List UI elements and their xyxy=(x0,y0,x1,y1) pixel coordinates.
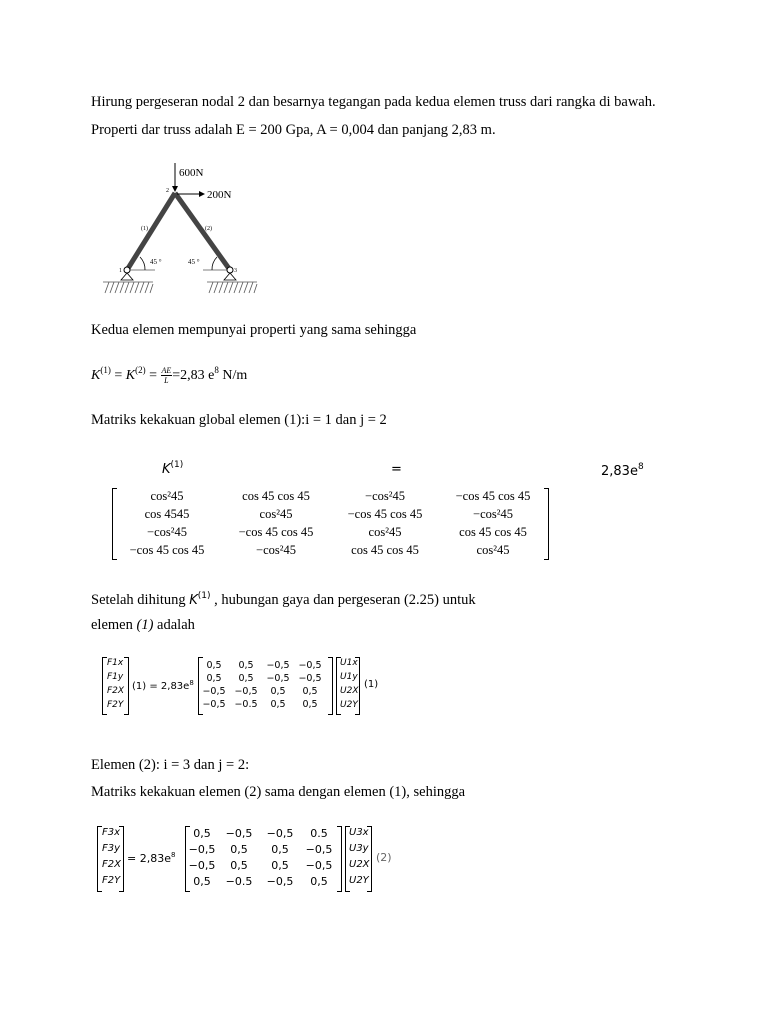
global-matrix-cell: cos²45 xyxy=(150,489,184,503)
eq2-cell: −0,5 xyxy=(188,859,216,872)
k1-symbol: K xyxy=(91,368,101,383)
global-matrix-cell: cos 4545 xyxy=(144,507,190,521)
support-node-3 xyxy=(227,267,233,273)
eq1-force: F1x xyxy=(107,658,124,668)
global-matrix-cell: cos 45 cos 45 xyxy=(242,489,310,503)
intro-line-1: Hirung pergeseran nodal 2 dan besarnya tegangan pada kedua elemen truss dari rangka di bawah. xyxy=(91,94,656,110)
eq2-label: = $2,83e^8$ xyxy=(127,851,176,865)
angle-right-label: 45 ° xyxy=(188,258,200,266)
eq1-cell: −0,5 xyxy=(266,673,290,684)
equation-element-1 xyxy=(102,657,382,717)
fraction-den: L xyxy=(164,376,169,386)
k2-sup: (2) xyxy=(135,365,146,375)
global-matrix-cell: −cos²45 xyxy=(256,543,296,557)
eq2-cell: −0,5 xyxy=(305,843,333,856)
eq1-cell: 0,5 xyxy=(302,699,318,710)
eq2-cell: −0,5 xyxy=(225,827,253,840)
eq1-disp: U1x xyxy=(340,658,358,668)
para-same-properties: Kedua elemen mempunyai properti yang sama sehingga xyxy=(91,322,417,338)
global-matrix-cell: cos 45 cos 45 xyxy=(459,525,527,539)
eq2-disp: U3x xyxy=(349,827,369,838)
intro-line-2: Properti dar truss adalah E = 200 Gpa, A = 0,004 dan panjang 2,83 m. xyxy=(91,122,496,138)
eq2-cell: −0,5 xyxy=(305,859,333,872)
eq1-cell: 0,5 xyxy=(302,686,318,697)
eq1-cell: 0,5 xyxy=(238,660,254,671)
eq1-tag: (1) xyxy=(364,679,379,690)
eq1-cell: −0,5 xyxy=(202,686,226,697)
element-2-label: (2) xyxy=(205,226,212,232)
eq2-disp: U3y xyxy=(349,843,369,854)
eq2: = xyxy=(145,368,161,383)
para-after-line-1: Setelah dihitung $K^{(1)}$ , hubungan gaya dan pergeseran (2.25) untuk xyxy=(91,591,476,608)
eq2-tag: (2) xyxy=(376,851,392,864)
equation-element-2 xyxy=(97,826,397,894)
eq1-disp: U2X xyxy=(340,686,359,696)
global-matrix-cell: −cos²45 xyxy=(147,525,187,539)
eq1-cell: −0,5 xyxy=(266,660,290,671)
eq2-disp: U2X xyxy=(349,859,370,870)
fraction-num: AE xyxy=(161,366,172,376)
para-element-2-same: Matriks kekakuan elemen (2) sama dengan elemen (1), sehingga xyxy=(91,784,466,800)
eq2-cell: −0,5 xyxy=(266,827,294,840)
eq1: = xyxy=(110,368,126,383)
node-3-label: 3 xyxy=(234,268,237,274)
global-matrix-cell: −cos 45 cos 45 xyxy=(238,525,314,539)
global-matrix-cell: cos²45 xyxy=(259,507,293,521)
eq2-cell: 0,5 xyxy=(193,827,211,840)
global-matrix xyxy=(112,488,552,562)
eq2-cell: 0,5 xyxy=(230,859,248,872)
global-matrix-factor: $2,83e^8$ xyxy=(601,462,644,479)
eq1-force: F2X xyxy=(107,686,125,696)
eq2-cell: 0,5 xyxy=(310,875,328,888)
stiffness-unit: N/m xyxy=(218,368,248,383)
k2-symbol: K xyxy=(125,368,136,383)
eq1-cell: −0,5 xyxy=(234,686,258,697)
eq1-disp: U2Y xyxy=(340,700,358,710)
eq2-cell: 0,5 xyxy=(230,843,248,856)
eq2-cell: 0,5 xyxy=(271,843,289,856)
truss-figure xyxy=(95,160,285,300)
truss-member-2 xyxy=(175,193,230,270)
load-600-label: 600N xyxy=(179,167,204,179)
para-global-matrix: Matriks kekakuan global elemen (1):i = 1 dan j = 2 xyxy=(91,412,387,428)
global-matrix-cell: −cos 45 cos 45 xyxy=(347,507,423,521)
eq2-cell: 0,5 xyxy=(271,859,289,872)
eq2-cell: −0.5 xyxy=(225,875,253,888)
eq1-cell: 0,5 xyxy=(270,699,286,710)
eq2-force: F3y xyxy=(102,843,121,854)
eq1-cell: 0,5 xyxy=(238,673,254,684)
k1-sup: (1) xyxy=(100,365,111,375)
eq2-disp: U2Y xyxy=(349,875,369,886)
ground-right xyxy=(207,282,257,293)
support-node-1 xyxy=(124,267,130,273)
global-matrix-cell: cos²45 xyxy=(476,543,510,557)
eq2-cell: 0,5 xyxy=(193,875,211,888)
eq2-force: F2X xyxy=(102,859,121,870)
eq1-disp: U1y xyxy=(340,672,358,682)
global-matrix-lhs: $K^{(1)}$ xyxy=(162,460,184,477)
stiffness-exp: 8 xyxy=(214,365,219,375)
global-matrix-cell: −cos²45 xyxy=(365,489,405,503)
eq1-label: $(1) = 2,83e^8$ xyxy=(132,679,194,692)
global-matrix-cell: −cos²45 xyxy=(473,507,513,521)
eq1-cell: −0,5 xyxy=(298,673,322,684)
load-200-label: 200N xyxy=(207,189,232,201)
eq1-force: F2Y xyxy=(107,700,124,710)
eq2-force: F3x xyxy=(102,827,121,838)
eq2-cell: 0.5 xyxy=(310,827,328,840)
eq2-force: F2Y xyxy=(102,875,121,886)
node-1-label: 1 xyxy=(119,268,122,274)
eq1-cell: 0,5 xyxy=(206,660,222,671)
eq1-cell: −0.5 xyxy=(234,699,258,710)
stiffness-value: =2,83 e xyxy=(172,368,215,383)
global-matrix-cell: cos 45 cos 45 xyxy=(351,543,419,557)
global-matrix-cell: cos²45 xyxy=(368,525,402,539)
para-element-2: Elemen (2): i = 3 dan j = 2: xyxy=(91,757,250,773)
node-2-label: 2 xyxy=(166,188,169,194)
stiffness-equation xyxy=(91,365,247,385)
eq1-cell: 0,5 xyxy=(270,686,286,697)
element-1-label: (1) xyxy=(141,226,148,232)
eq1-cell: −0,5 xyxy=(202,699,226,710)
eq2-cell: −0,5 xyxy=(188,843,216,856)
angle-left-label: 45 ° xyxy=(150,258,162,266)
global-matrix-equals: = xyxy=(391,462,402,477)
eq1-cell: 0,5 xyxy=(206,673,222,684)
global-matrix-cell: −cos 45 cos 45 xyxy=(129,543,205,557)
para-after-line-2: elemen (1) adalah xyxy=(91,617,195,633)
fraction xyxy=(161,366,173,385)
eq2-cell: −0,5 xyxy=(266,875,294,888)
global-matrix-cell: −cos 45 cos 45 xyxy=(455,489,531,503)
ground-left xyxy=(103,282,153,293)
eq1-cell: −0,5 xyxy=(298,660,322,671)
eq1-force: F1y xyxy=(107,672,124,682)
